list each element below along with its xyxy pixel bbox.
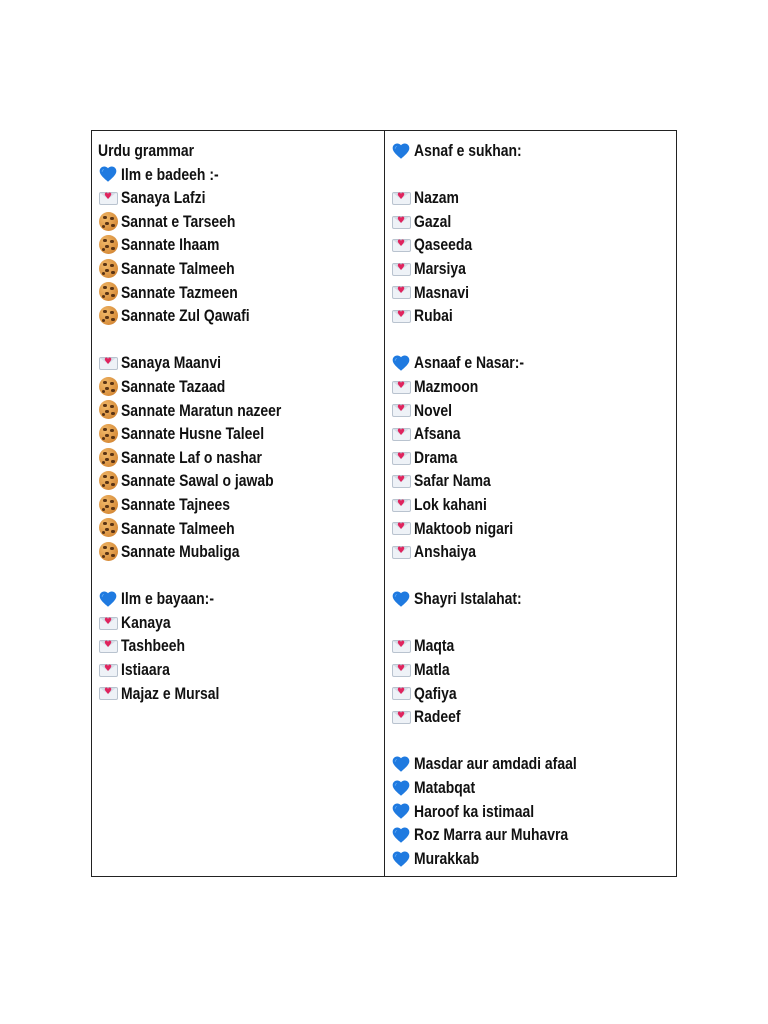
right-column-item-text: Lok kahani — [414, 494, 487, 514]
cookie-icon — [98, 212, 120, 232]
right-column-item — [391, 682, 676, 706]
right-column-item — [391, 823, 676, 847]
love-letter-icon: ♥ — [98, 353, 120, 373]
left-column-item-text: Sannate Talmeeh — [121, 258, 235, 278]
left-column-item-text: Sannate Laf o nashar — [121, 447, 262, 467]
right-column-item — [391, 752, 676, 776]
cookie-icon — [98, 424, 120, 444]
right-column-item — [391, 634, 676, 658]
left-column-item-text: Sannat e Tarseeh — [121, 211, 236, 231]
left-column-item-text: Sannate Tajnees — [121, 494, 230, 514]
blue-heart-icon — [391, 849, 413, 869]
blank-line — [391, 611, 676, 635]
right-column-item — [391, 233, 676, 257]
left-column-item-text: Sannate Tazmeen — [121, 282, 238, 302]
right-column-item-text: Matla — [414, 660, 450, 680]
love-letter-icon: ♥ — [391, 518, 413, 538]
blue-heart-icon — [391, 825, 413, 845]
right-column-item — [391, 517, 676, 541]
love-letter-icon: ♥ — [391, 660, 413, 680]
blank-line — [391, 328, 676, 352]
left-column-item-text: Ilm e bayaan:- — [121, 589, 214, 609]
blue-heart-icon — [98, 589, 120, 609]
left-column-item — [98, 351, 384, 375]
left-column-item-text: Sannate Sawal o jawab — [121, 471, 274, 491]
right-column-item-text: Maqta — [414, 636, 455, 656]
left-column-item-text: Urdu grammar — [98, 141, 195, 160]
right-column-item — [391, 257, 676, 281]
cookie-icon — [98, 471, 120, 491]
left-column-item-text: Sannate Maratun nazeer — [121, 400, 282, 420]
left-column-item — [98, 304, 384, 328]
right-column-item-text: Nazam — [414, 188, 459, 208]
right-column-item — [391, 705, 676, 729]
left-column-item — [98, 422, 384, 446]
love-letter-icon: ♥ — [98, 660, 120, 680]
right-column-item — [391, 399, 676, 423]
left-column-item — [98, 682, 384, 706]
blue-heart-icon — [391, 589, 413, 609]
left-column-item — [98, 493, 384, 517]
blank-line — [391, 564, 676, 588]
right-column-item-text: Qaseeda — [414, 235, 473, 255]
right-column-item — [391, 469, 676, 493]
love-letter-icon: ♥ — [391, 495, 413, 515]
left-column-item-text: Tashbeeh — [121, 636, 186, 656]
right-column-item — [391, 186, 676, 210]
left-column-item — [98, 186, 384, 210]
left-column-item-text: Sannate Tazaad — [121, 376, 226, 396]
right-column — [385, 131, 676, 876]
right-column-item-text: Mazmoon — [414, 376, 479, 396]
right-column-item-text: Safar Nama — [414, 471, 491, 491]
blue-heart-icon — [391, 141, 413, 161]
left-column-item — [98, 163, 384, 187]
right-column-item — [391, 139, 676, 163]
left-column-item-text: Sannate Talmeeh — [121, 518, 235, 538]
left-column-item — [98, 210, 384, 234]
left-column-item — [98, 233, 384, 257]
right-column-item-text: Haroof ka istimaal — [414, 801, 535, 821]
left-column-item-text: Ilm e badeeh :- — [121, 164, 219, 184]
left-column-item — [98, 257, 384, 281]
left-column-item — [98, 611, 384, 635]
left-column-item — [98, 375, 384, 399]
left-column-item-text: Sanaya Maanvi — [121, 353, 221, 373]
right-column-item — [391, 210, 676, 234]
right-column-item — [391, 422, 676, 446]
left-column-item-text: Sannate Mubaliga — [121, 542, 240, 562]
right-column-item — [391, 281, 676, 305]
blue-heart-icon — [391, 778, 413, 798]
right-column-item — [391, 351, 676, 375]
right-column-item — [391, 847, 676, 871]
left-column — [92, 131, 385, 876]
right-column-item-text: Asnaf e sukhan: — [414, 141, 522, 160]
cookie-icon — [98, 377, 120, 397]
right-column-item-text: Radeef — [414, 707, 461, 727]
right-column-item-text: Masdar aur amdadi afaal — [414, 754, 577, 774]
blue-heart-icon — [391, 801, 413, 821]
left-column-item-text: Kanaya — [121, 612, 171, 632]
left-column-item — [98, 281, 384, 305]
right-column-item-text: Marsiya — [414, 258, 466, 278]
cookie-icon — [98, 495, 120, 515]
love-letter-icon: ♥ — [391, 212, 413, 232]
right-column-item-text: Gazal — [414, 211, 452, 231]
right-column-item-text: Anshaiya — [414, 542, 476, 562]
love-letter-icon: ♥ — [391, 471, 413, 491]
blank-line — [98, 328, 384, 352]
right-column-item-text: Afsana — [414, 424, 461, 444]
left-column-item — [98, 540, 384, 564]
love-letter-icon: ♥ — [391, 282, 413, 302]
right-column-item — [391, 587, 676, 611]
left-column-item-text: Sannate Ihaam — [121, 235, 220, 255]
left-column-item — [98, 399, 384, 423]
love-letter-icon: ♥ — [391, 542, 413, 562]
cookie-icon — [98, 400, 120, 420]
love-letter-icon: ♥ — [391, 636, 413, 656]
blank-line — [391, 163, 676, 187]
love-letter-icon: ♥ — [391, 683, 413, 703]
right-column-item-text: Rubai — [414, 306, 453, 326]
left-column-item-text: Istiaara — [121, 660, 170, 680]
left-column-item — [98, 446, 384, 470]
right-column-item-text: Maktoob nigari — [414, 518, 514, 538]
love-letter-icon: ♥ — [391, 377, 413, 397]
blue-heart-icon — [98, 164, 120, 184]
blue-heart-icon — [391, 754, 413, 774]
cookie-icon — [98, 282, 120, 302]
right-column-item — [391, 446, 676, 470]
cookie-icon — [98, 542, 120, 562]
right-column-item-text: Qafiya — [414, 683, 457, 703]
love-letter-icon: ♥ — [391, 424, 413, 444]
love-letter-icon: ♥ — [391, 235, 413, 255]
left-column-item — [98, 634, 384, 658]
left-column-item — [98, 658, 384, 682]
left-column-item — [98, 139, 384, 163]
right-column-item — [391, 800, 676, 824]
right-column-item-text: Asnaaf e Nasar:- — [414, 353, 525, 373]
right-column-item — [391, 658, 676, 682]
right-column-item-text: Shayri Istalahat: — [414, 589, 522, 609]
right-column-item-text: Novel — [414, 400, 452, 420]
love-letter-icon: ♥ — [391, 448, 413, 468]
right-column-item — [391, 304, 676, 328]
left-column-item — [98, 587, 384, 611]
cookie-icon — [98, 259, 120, 279]
blank-line — [391, 729, 676, 753]
blank-line — [98, 564, 384, 588]
love-letter-icon: ♥ — [391, 306, 413, 326]
right-column-item — [391, 493, 676, 517]
grammar-table — [91, 130, 677, 877]
left-column-item — [98, 469, 384, 493]
right-column-item — [391, 540, 676, 564]
left-column-item-text: Sannate Husne Taleel — [121, 424, 265, 444]
right-column-item-text: Drama — [414, 447, 458, 467]
cookie-icon — [98, 448, 120, 468]
left-column-item-text: Sannate Zul Qawafi — [121, 306, 250, 326]
right-column-item-text: Roz Marra aur Muhavra — [414, 825, 569, 845]
love-letter-icon: ♥ — [391, 400, 413, 420]
right-column-item-text: Masnavi — [414, 282, 470, 302]
blue-heart-icon — [391, 353, 413, 373]
love-letter-icon: ♥ — [391, 188, 413, 208]
right-column-item-text: Murakkab — [414, 848, 480, 868]
cookie-icon — [98, 306, 120, 326]
love-letter-icon: ♥ — [391, 707, 413, 727]
love-letter-icon: ♥ — [98, 613, 120, 633]
right-column-item-text: Matabqat — [414, 778, 476, 798]
left-column-item-text: Majaz e Mursal — [121, 683, 220, 703]
love-letter-icon: ♥ — [98, 188, 120, 208]
left-column-item — [98, 517, 384, 541]
love-letter-icon: ♥ — [391, 259, 413, 279]
cookie-icon — [98, 518, 120, 538]
right-column-item — [391, 375, 676, 399]
left-column-item-text: Sanaya Lafzi — [121, 188, 206, 208]
love-letter-icon: ♥ — [98, 683, 120, 703]
right-column-item — [391, 776, 676, 800]
love-letter-icon: ♥ — [98, 636, 120, 656]
cookie-icon — [98, 235, 120, 255]
